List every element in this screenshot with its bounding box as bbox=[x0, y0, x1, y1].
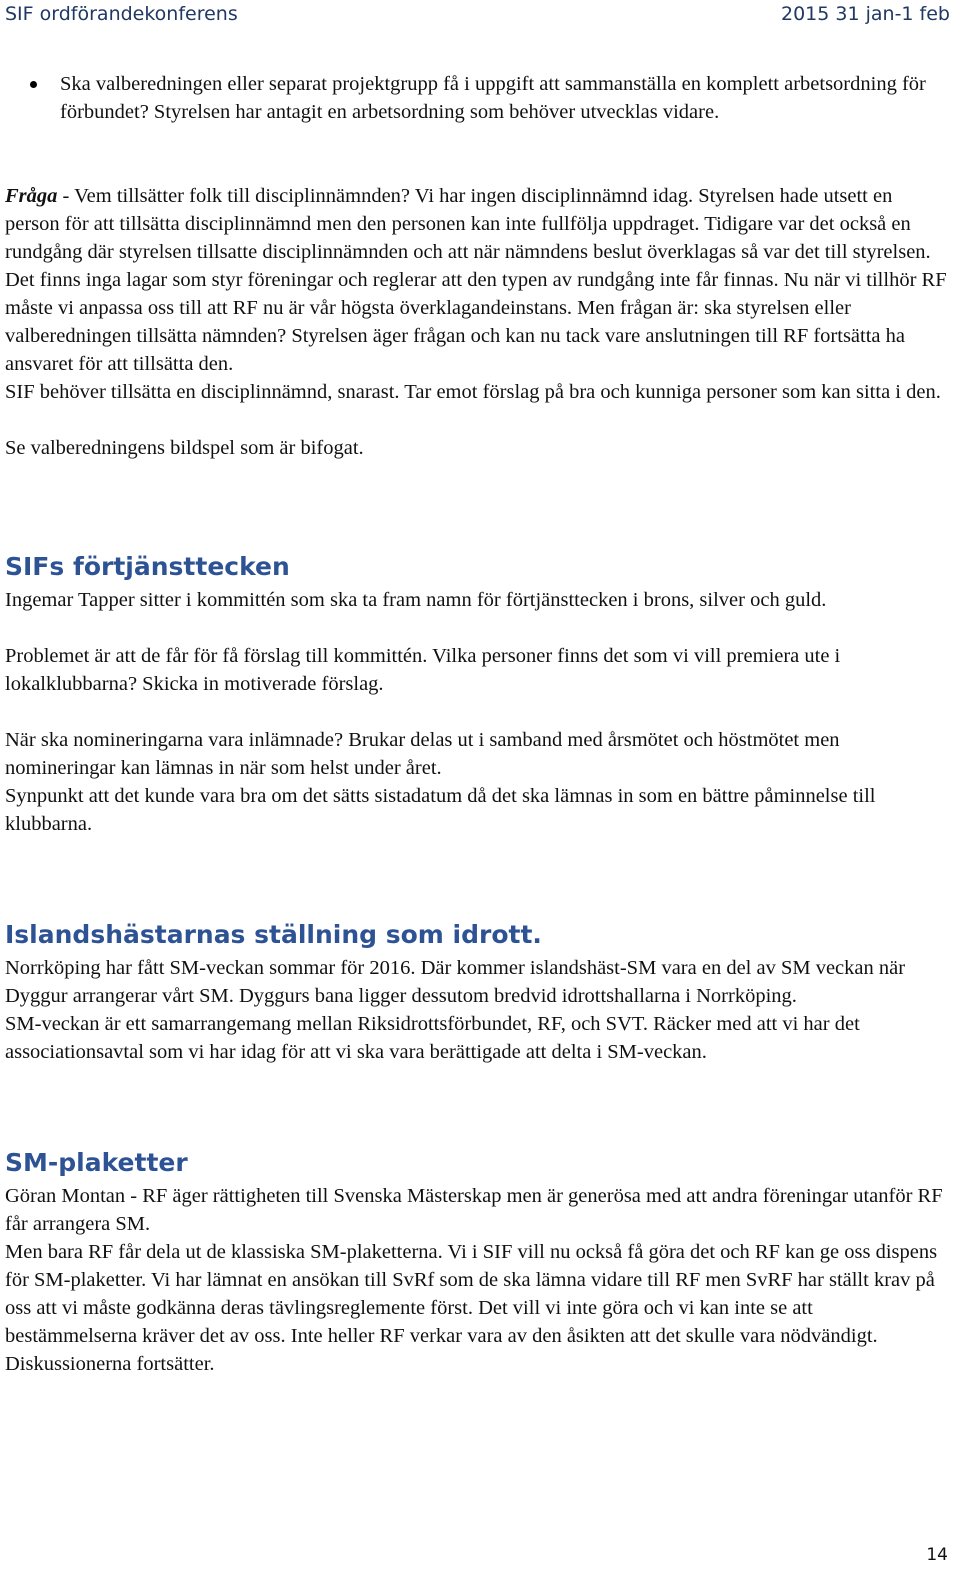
bullet-list bbox=[5, 70, 948, 126]
header-date: 2015 31 jan-1 feb bbox=[781, 3, 950, 25]
section-heading-plaketter: SM-plaketter bbox=[5, 1148, 188, 1177]
paragraph: Synpunkt att det kunde vara bra om det sätts sistadatum då det ska lämnas in som en bättre påminnelse till klubbarna. bbox=[5, 785, 876, 835]
document-body bbox=[5, 70, 948, 1378]
section-heading-fortjanst: SIFs förtjänsttecken bbox=[5, 552, 290, 581]
question-text: - Vem tillsätter folk till disciplinnämnden? Vi har ingen disciplinnämnd idag. Styrelsen hade utsett en person för att tillsätta disciplinnämnd men den personen kan inte fullfölja uppdraget. Tidigare var det också en rundgång där styrelsen tillsatte disciplinnämnden och att när nämndens beslut överklagas så var det till styrelsen. Det finns inga lagar som styr föreningar och reglerar att den typen av rundgång inte får finnas. Nu när vi tillhör RF måste vi anpassa oss till att RF nu är vår högsta överklagandeinstans. Men frågan är: ska styrelsen eller valberedningen tillsätta nämnden? Styrelsen äger frågan och kan nu tack vare anslutningen till RF fortsätta ha ansvaret för att tillsätta den. bbox=[5, 185, 947, 375]
page-number: 14 bbox=[926, 1545, 948, 1565]
paragraph: Men bara RF får dela ut de klassiska SM-plaketterna. Vi i SIF vill nu också få göra det och RF kan ge oss dispens för SM-plaketter. Vi har lämnat en ansökan till SvRf som de ska lämna vidare till RF men SvRF har ställt krav på oss att vi måste godkänna deras tävlingsreglemente först. Det vill vi inte göra och vi kan inte se att bestämmelserna kräver det av oss. Inte heller RF verkar vara av den åsikten att det skulle vara nödvändigt. Diskussionerna fortsätter. bbox=[5, 1241, 938, 1375]
question-paragraph bbox=[5, 182, 948, 378]
see-note: Se valberedningens bildspel som är bifogat. bbox=[5, 437, 364, 459]
section-heading-idrott: Islandshästarnas ställning som idrott. bbox=[5, 920, 542, 949]
question-label: Fråga bbox=[5, 185, 58, 207]
paragraph: Problemet är att de får för få förslag till kommittén. Vilka personer finns det som vi vill premiera ute i lokalklubbarna? Skicka in motiverade förslag. bbox=[5, 645, 841, 695]
paragraph: Ingemar Tapper sitter i kommittén som ska ta fram namn för förtjänsttecken i brons, silver och guld. bbox=[5, 589, 827, 611]
question-followup: SIF behöver tillsätta en disciplinnämnd, snarast. Tar emot förslag på bra och kunniga personer som kan sitta i den. bbox=[5, 381, 941, 403]
page-header bbox=[5, 0, 950, 28]
paragraph: Norrköping har fått SM-veckan sommar för 2016. Där kommer islandshäst-SM vara en del av SM veckan när Dyggur arrangerar vårt SM. Dyggurs bana ligger dessutom bredvid idrottshallarna i Norrköping. bbox=[5, 957, 906, 1007]
header-title: SIF ordförandekonferens bbox=[5, 3, 238, 25]
paragraph: När ska nomineringarna vara inlämnade? Brukar delas ut i samband med årsmötet och höstmötet men nomineringar kan lämnas in när som helst under året. bbox=[5, 729, 840, 779]
paragraph: Göran Montan - RF äger rättigheten till Svenska Mästerskap men är generösa med att andra föreningar utanför RF får arrangera SM. bbox=[5, 1185, 943, 1235]
paragraph: SM-veckan är ett samarrangemang mellan Riksidrottsförbundet, RF, och SVT. Räcker med att vi har det associationsavtal som vi har idag för att vi ska vara berättigade att delta i SM-veckan. bbox=[5, 1013, 860, 1063]
list-item: Ska valberedningen eller separat projektgrupp få i uppgift att sammanställa en komplett arbetsordning för förbundet? Styrelsen har antagit en arbetsordning som behöver utvecklas vidare. bbox=[60, 70, 948, 126]
